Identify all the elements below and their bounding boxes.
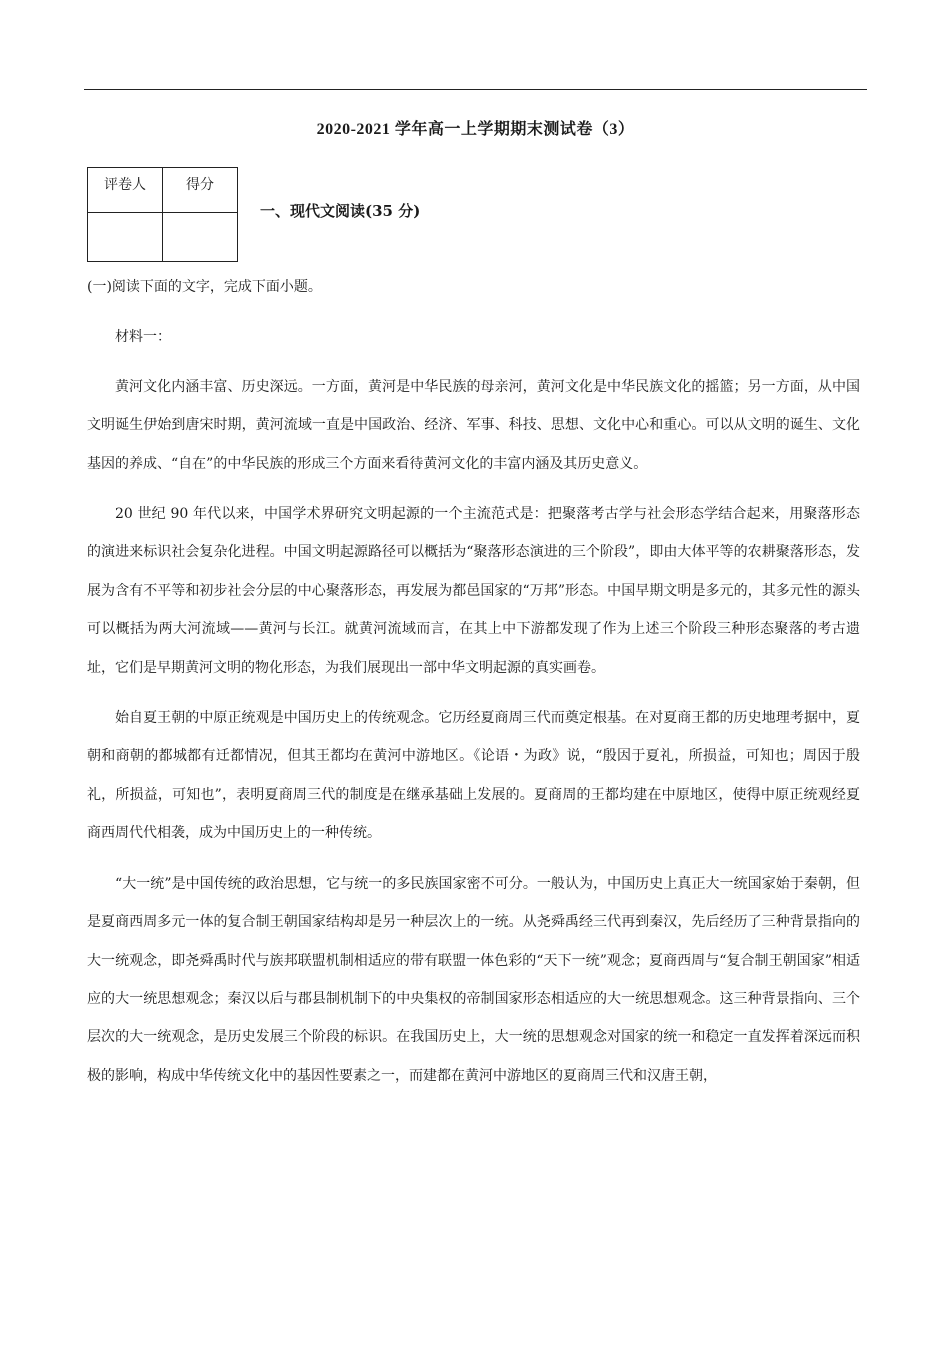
header-rule: [84, 89, 867, 90]
paragraph: 黄河文化内涵丰富、历史深远。一方面，黄河是中华民族的母亲河，黄河文化是中华民族文化的摇篮；另一方面，从中国文明诞生伊始到唐宋时期，黄河流域一直是中国政治、经济、军事、科技、思想、文化中心和重心。可以从文明的诞生、文化基因的养成、“自在”的中华民族的形成三个方面来看待黄河文化的丰富内涵及其历史意义。: [87, 378, 860, 472]
paragraph: 20 世纪 90 年代以来，中国学术界研究文明起源的一个主流范式是：把聚落考古学与社会形态学结合起来，用聚落形态的演进来标识社会复杂化进程。中国文明起源路径可以概括为“聚落形态演进的三个阶段”，即由大体平等的农耕聚落形态，发展为含有不平等和初步社会分层的中心聚落形态，再发展为都邑国家的“万邦”形态。中国早期文明是多元的，其多元性的源头可以概括为两大河流域——黄河与长江。就黄河流域而言，在其上中下游都发现了作为上述三个阶段三种形态聚落的考古遗址，它们是早期黄河文明的物化形态，为我们展现出一部中华文明起源的真实画卷。: [87, 506, 860, 676]
reading-content: [87, 268, 860, 1107]
score-column-header: 得分: [163, 168, 238, 213]
material-label: 材料一：: [115, 329, 171, 346]
section-title: 一、现代文阅读(35 分): [260, 202, 421, 220]
grader-cell: [88, 213, 163, 262]
score-cell: [163, 213, 238, 262]
grader-score-table: [87, 167, 238, 262]
instruction-text: (一)阅读下面的文字，完成下面小题。: [87, 279, 322, 295]
exam-title: 2020-2021 学年高一上学期期末测试卷（3）: [316, 121, 635, 138]
paragraph: “大一统”是中国传统的政治思想，它与统一的多民族国家密不可分。一般认为，中国历史上真正大一统国家始于秦朝，但是夏商西周多元一体的复合制王朝国家结构却是另一种层次上的一统。从尧舜禹经三代再到秦汉，先后经历了三种背景指向的大一统观念，即尧舜禹时代与族邦联盟机制相适应的带有联盟一体色彩的“天下一统”观念；夏商西周与“复合制王朝国家”相适应的大一统思想观念；秦汉以后与郡县制机制下的中央集权的帝制国家形态相适应的大一统思想观念。这三种背景指向、三个层次的大一统观念，是历史发展三个阶段的标识。在我国历史上，大一统的思想观念对国家的统一和稳定一直发挥着深远而积极的影响，构成中华传统文化中的基因性要素之一，而建都在黄河中游地区的夏商周三代和汉唐王朝，: [87, 875, 860, 1084]
paragraph: 始自夏王朝的中原正统观是中国历史上的传统观念。它历经夏商周三代而奠定根基。在对夏商王都的历史地理考据中，夏朝和商朝的都城都有迁都情况，但其王都均在黄河中游地区。《论语・为政》说，“殷因于夏礼，所损益，可知也；周因于殷礼，所损益，可知也”，表明夏商周三代的制度是在继承基础上发展的。夏商周的王都均建在中原地区，使得中原正统观经夏商西周代代相袭，成为中国历史上的一种传统。: [87, 710, 860, 842]
grader-column-header: 评卷人: [88, 168, 163, 213]
